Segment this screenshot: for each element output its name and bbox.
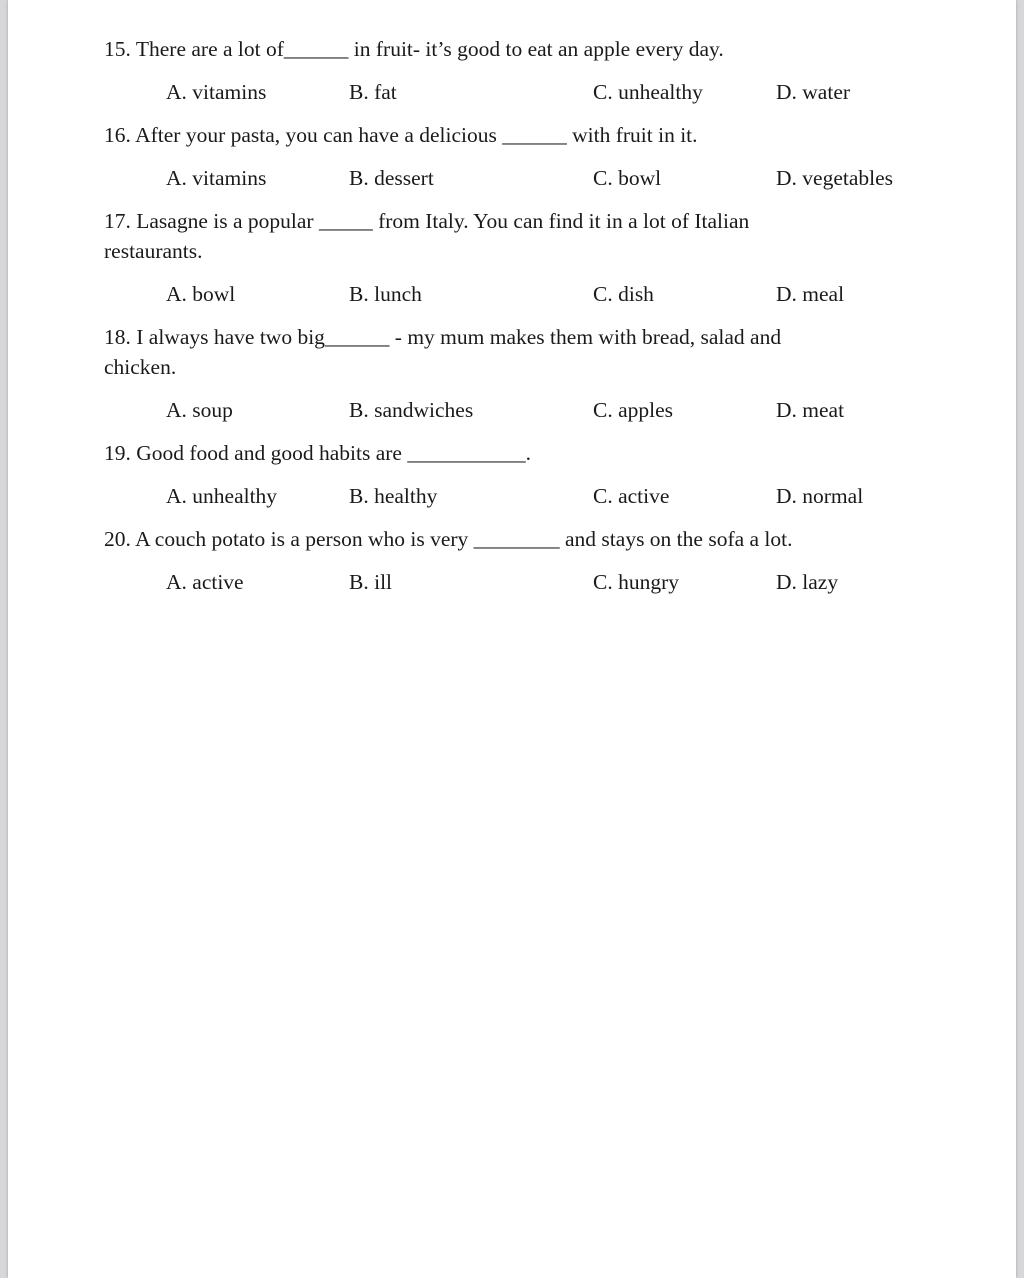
question-15 [104,36,724,62]
option-a: A. bowl [166,282,236,306]
question-17-continuation: restaurants. [104,239,203,263]
option-c: C. bowl [593,166,662,190]
question-16 [104,122,698,148]
option-c: C. dish [593,282,654,306]
question-18-continuation: chicken. [104,355,177,379]
option-b: B. healthy [349,484,438,508]
question-text-after: - my mum makes them with bread, salad and [394,325,782,349]
option-b: B. ill [349,570,393,594]
question-text-before: There are a lot of [135,37,284,61]
question-text-after: from Italy. You can find it in a lot of Italian [378,209,750,233]
question-number: 15. [104,37,131,61]
answer-blank: ___________ [407,441,526,465]
question-number: 17. [104,209,131,233]
question-number: 16. [104,123,131,147]
option-c: C. unhealthy [593,80,703,104]
question-number: 19. [104,441,131,465]
question-text-after: in fruit- it’s good to eat an apple every day. [353,37,724,61]
answer-blank: ______ [502,123,567,147]
option-b: B. lunch [349,282,422,306]
option-a: A. vitamins [166,166,267,190]
option-b: B. dessert [349,166,434,190]
answer-blank: _____ [318,209,373,233]
question-18 [104,324,781,350]
question-text-after: and stays on the sofa a lot. [565,527,793,551]
option-c: C. hungry [593,570,679,594]
option-a: A. vitamins [166,80,267,104]
question-17 [104,208,749,234]
option-a: A. soup [166,398,233,422]
question-text-before: I always have two big [136,325,325,349]
answer-blank: ______ [324,325,390,349]
option-d: D. meal [776,282,845,306]
option-d: D. water [776,80,851,104]
question-text-before: A couch potato is a person who is very [135,527,469,551]
question-20 [104,526,793,552]
option-b: B. fat [349,80,397,104]
option-a: A. unhealthy [166,484,278,508]
answer-blank: ______ [283,37,349,61]
answer-blank: ________ [473,527,560,551]
question-number: 20. [104,527,131,551]
document-page [8,0,1016,1278]
question-text-before: Lasagne is a popular [136,209,314,233]
question-19 [104,440,531,466]
option-c: C. apples [593,398,674,422]
option-c: C. active [593,484,670,508]
option-d: D. lazy [776,570,839,594]
question-text-before: Good food and good habits are [136,441,402,465]
option-b: B. sandwiches [349,398,474,422]
question-text-after: . [525,441,531,465]
option-d: D. vegetables [776,166,894,190]
question-number: 18. [104,325,131,349]
question-text-after: with fruit in it. [572,123,698,147]
option-a: A. active [166,570,244,594]
option-d: D. normal [776,484,864,508]
option-d: D. meat [776,398,845,422]
question-text-before: After your pasta, you can have a delicious [135,123,497,147]
